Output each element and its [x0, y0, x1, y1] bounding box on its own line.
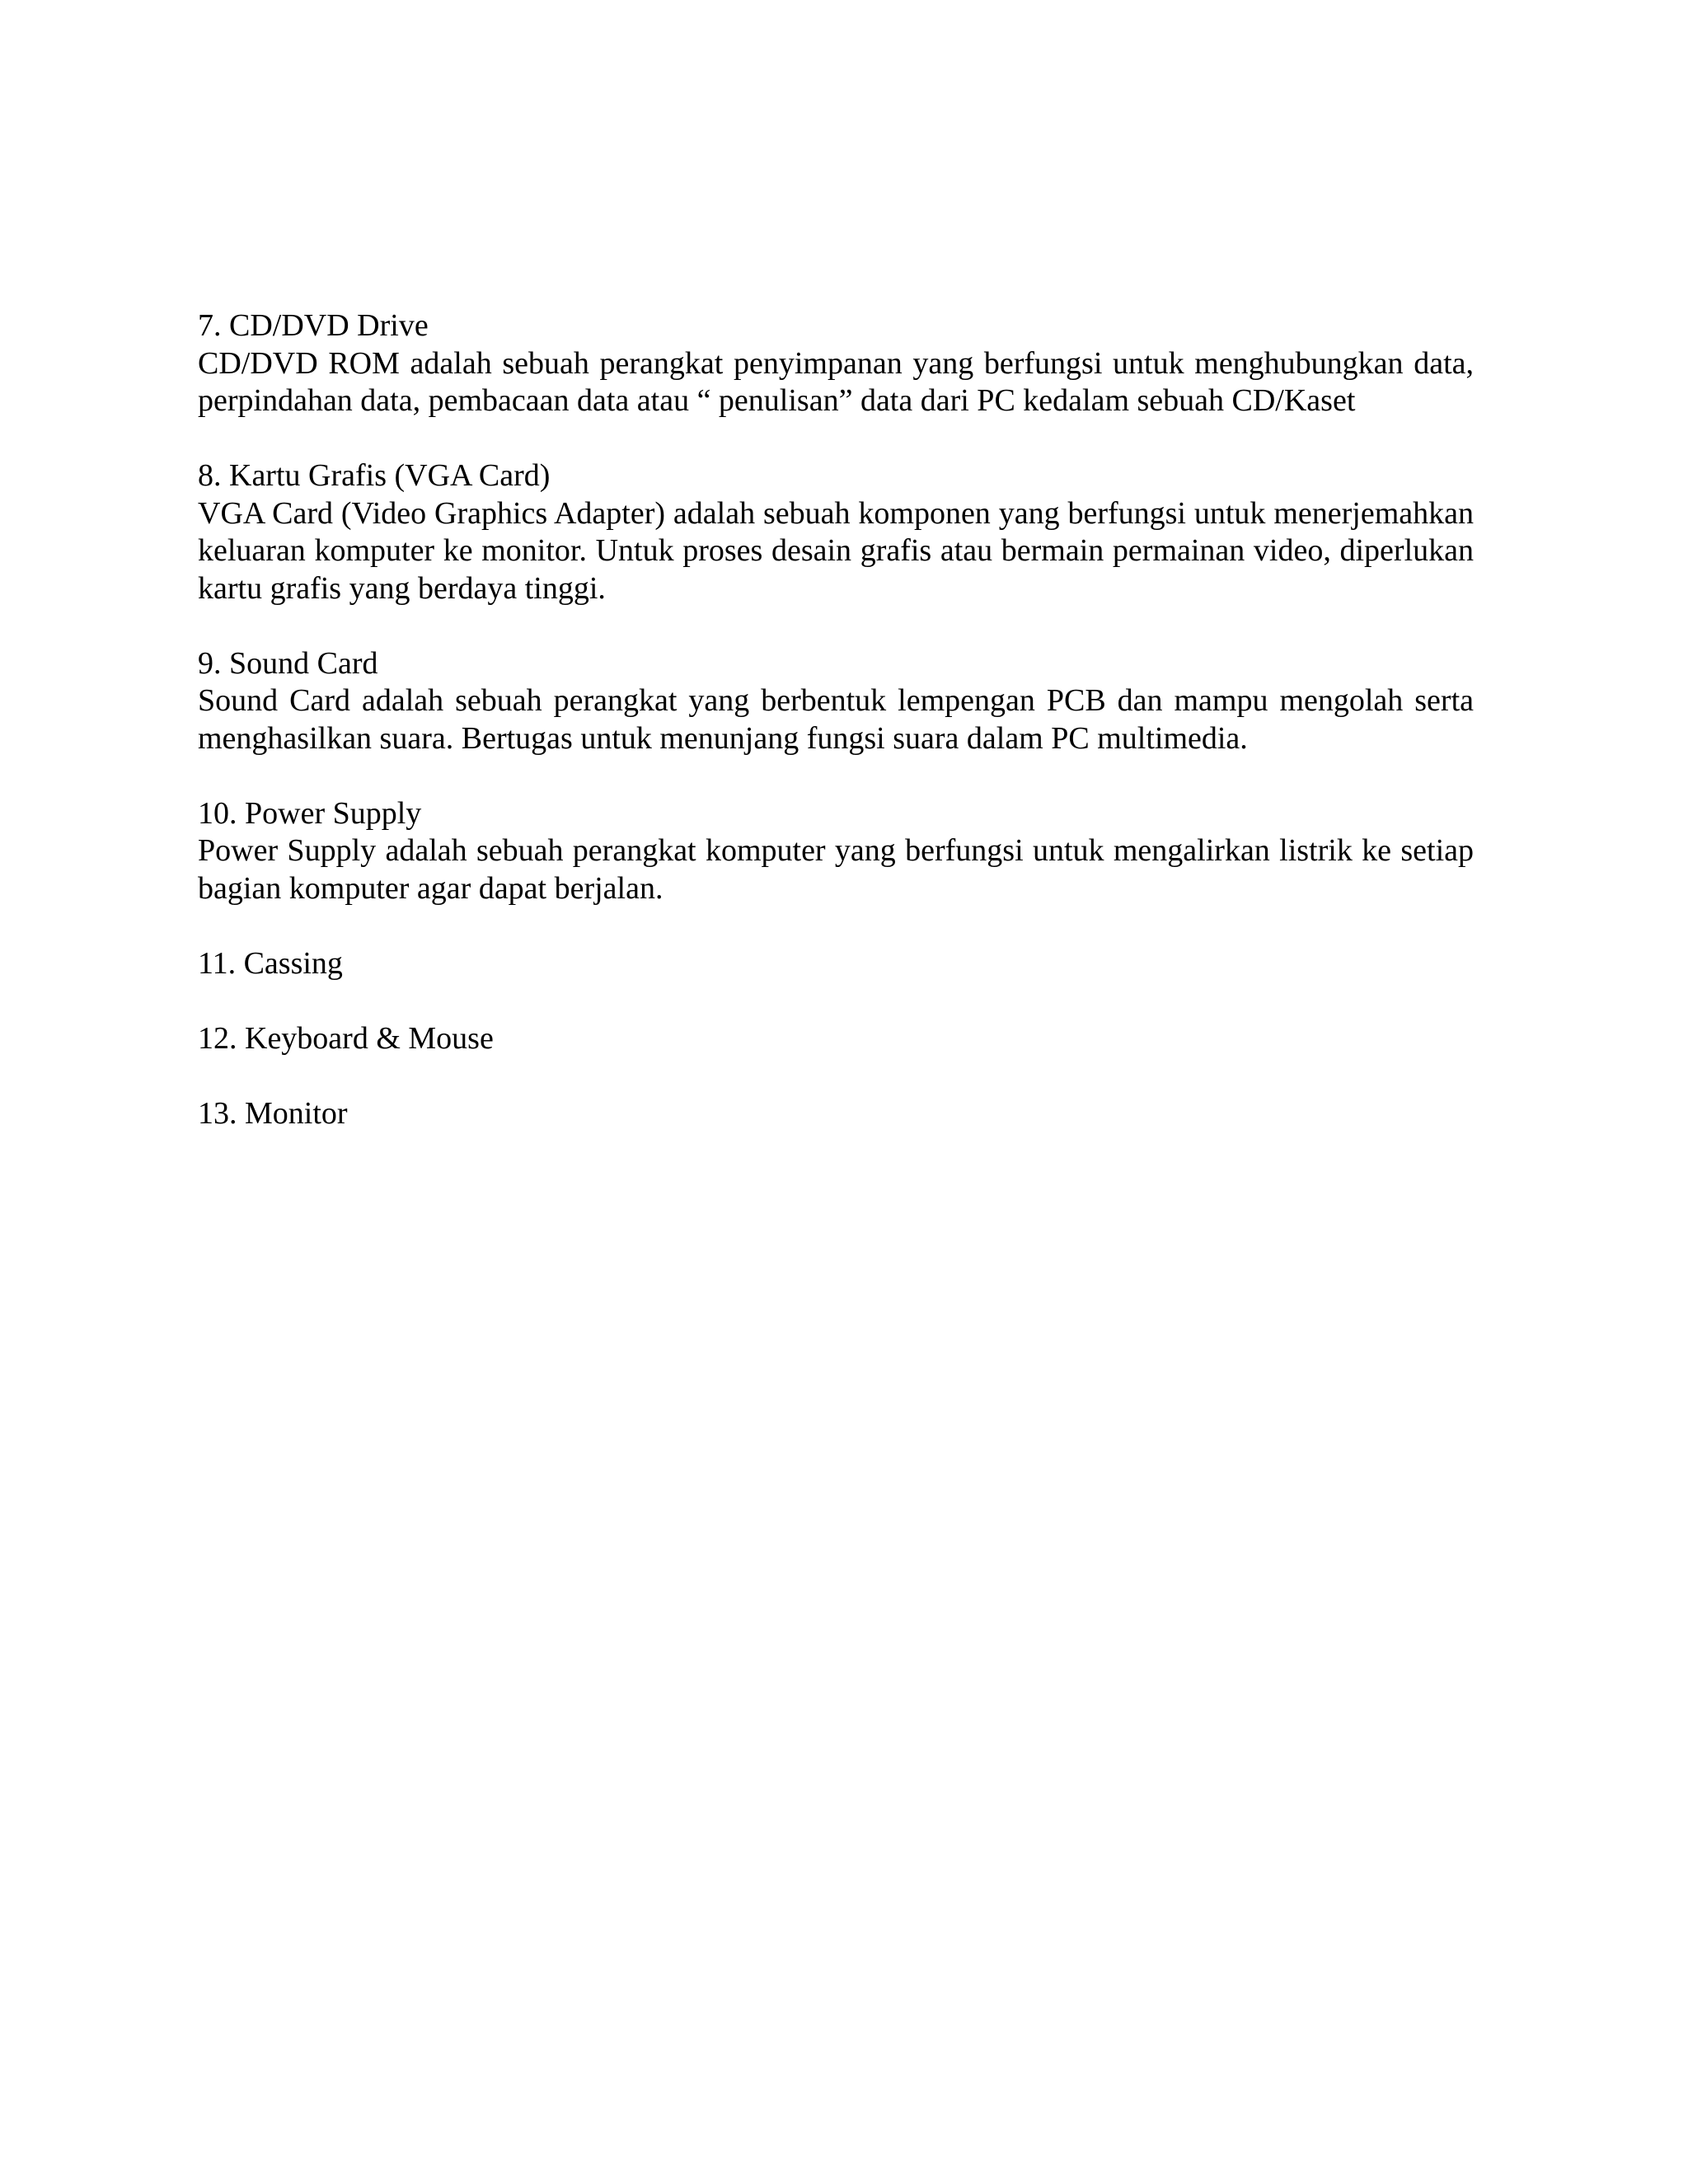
section-keyboard-mouse	[198, 1020, 1474, 1058]
section-power-supply	[198, 795, 1474, 908]
section-heading: 9. Sound Card	[198, 645, 378, 681]
section-vga-card	[198, 457, 1474, 607]
section-heading: 11. Cassing	[198, 945, 343, 981]
section-monitor	[198, 1095, 1474, 1133]
section-sound-card	[198, 645, 1474, 758]
section-heading: 12. Keyboard & Mouse	[198, 1020, 494, 1056]
section-heading: 7. CD/DVD Drive	[198, 308, 429, 343]
section-cd-dvd-drive	[198, 307, 1474, 420]
section-heading: 10. Power Supply	[198, 795, 422, 831]
section-heading: 13. Monitor	[198, 1095, 348, 1131]
section-body: Sound Card adalah sebuah perangkat yang berbentuk lempengan PCB dan mampu mengolah serta menghasilkan suara. Bertugas untuk menunjang fungsi suara dalam PC multimedia.	[198, 683, 1474, 756]
document-content	[198, 307, 1474, 1170]
section-heading: 8. Kartu Grafis (VGA Card)	[198, 458, 551, 493]
section-body: CD/DVD ROM adalah sebuah perangkat penyimpanan yang berfungsi untuk menghubungkan data, perpindahan data, pembacaan data atau “ penulisan” data dari PC kedalam sebuah CD/Kaset	[198, 345, 1474, 418]
section-cassing	[198, 945, 1474, 983]
section-body: Power Supply adalah sebuah perangkat komputer yang berfungsi untuk mengalirkan listrik ke setiap bagian komputer agar dapat berjalan.	[198, 833, 1474, 906]
section-body: VGA Card (Video Graphics Adapter) adalah sebuah komponen yang berfungsi untuk menerjemahkan keluaran komputer ke monitor. Untuk proses desain grafis atau bermain permainan video, diperlukan kartu grafis yang berdaya tinggi.	[198, 495, 1474, 606]
